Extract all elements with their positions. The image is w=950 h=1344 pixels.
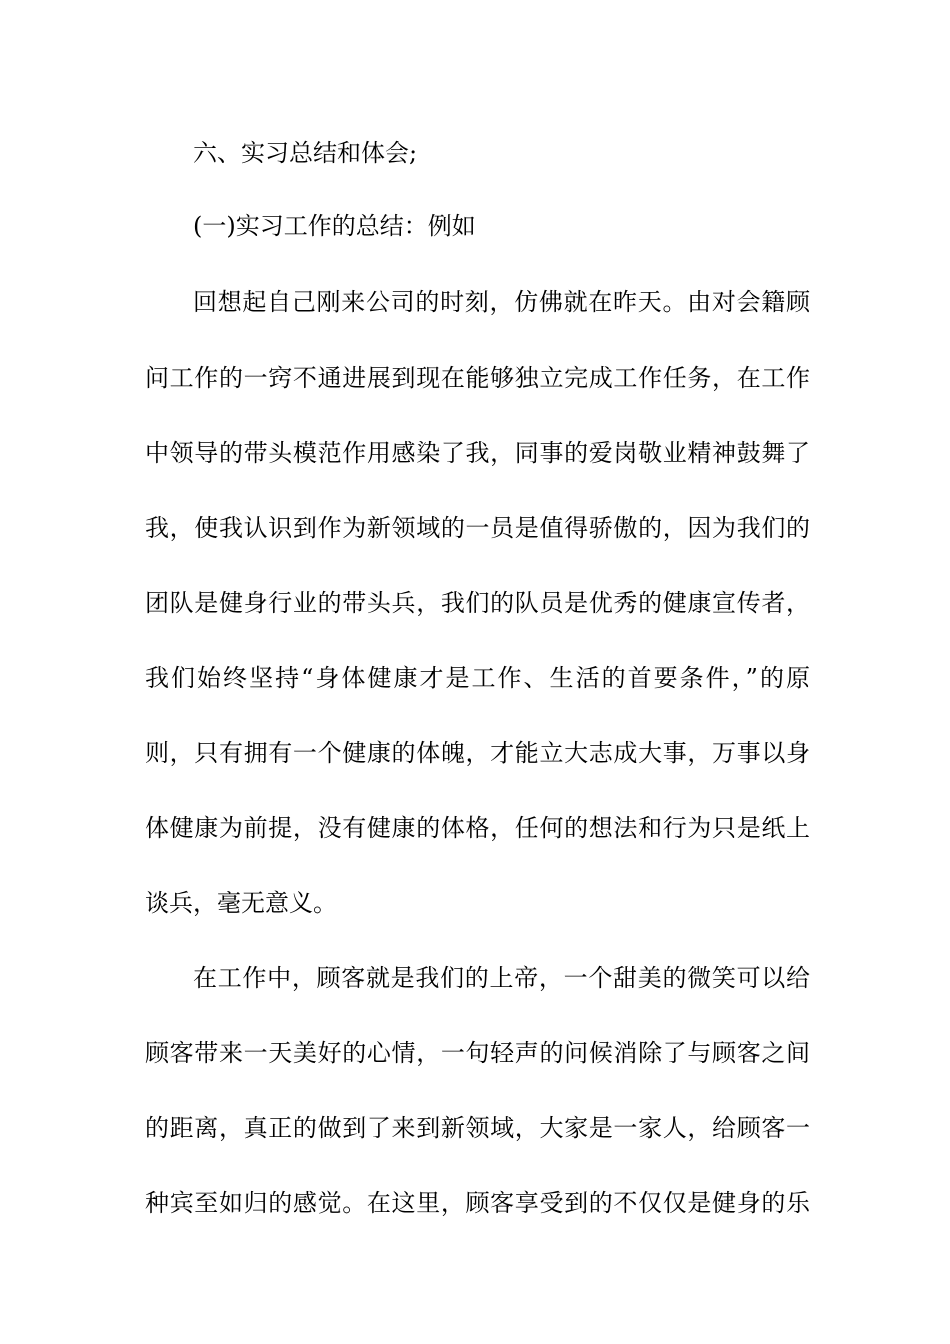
paragraph-line: 谈兵，毫无意义。: [145, 889, 337, 917]
paragraph-line: 体健康为前提，没有健康的体格，任何的想法和行为只是纸上: [145, 814, 810, 842]
paragraph-line: 顾客带来一天美好的心情，一句轻声的问候消除了与顾客之间: [145, 1039, 810, 1067]
paragraph-line: 我们始终坚持“身体健康才是工作、生活的首要条件，”的原: [145, 664, 810, 692]
paragraph-line: 问工作的一窍不通进展到现在能够独立完成工作任务，在工作: [145, 364, 810, 392]
paragraph-line: 则，只有拥有一个健康的体魄，才能立大志成大事，万事以身: [145, 739, 810, 767]
paragraph-line: 中领导的带头模范作用感染了我，同事的爱岗敬业精神鼓舞了: [145, 439, 810, 467]
subsection-heading: (一)实习工作的总结：例如: [193, 212, 476, 240]
paragraph-line: 我，使我认识到作为新领域的一员是值得骄傲的，因为我们的: [145, 514, 810, 542]
paragraph-line: 团队是健身行业的带头兵，我们的队员是优秀的健康宣传者，: [145, 589, 810, 617]
paragraph-line: 在工作中，顾客就是我们的上帝，一个甜美的微笑可以给: [193, 964, 810, 992]
paragraph-line: 的距离，真正的做到了来到新领域，大家是一家人，给顾客一: [145, 1114, 810, 1142]
paragraph-line: 回想起自己刚来公司的时刻，仿佛就在昨天。由对会籍顾: [193, 288, 810, 316]
paragraph-line: 种宾至如归的感觉。在这里，顾客享受到的不仅仅是健身的乐: [145, 1189, 810, 1217]
section-heading: 六、实习总结和体会;: [193, 139, 418, 167]
